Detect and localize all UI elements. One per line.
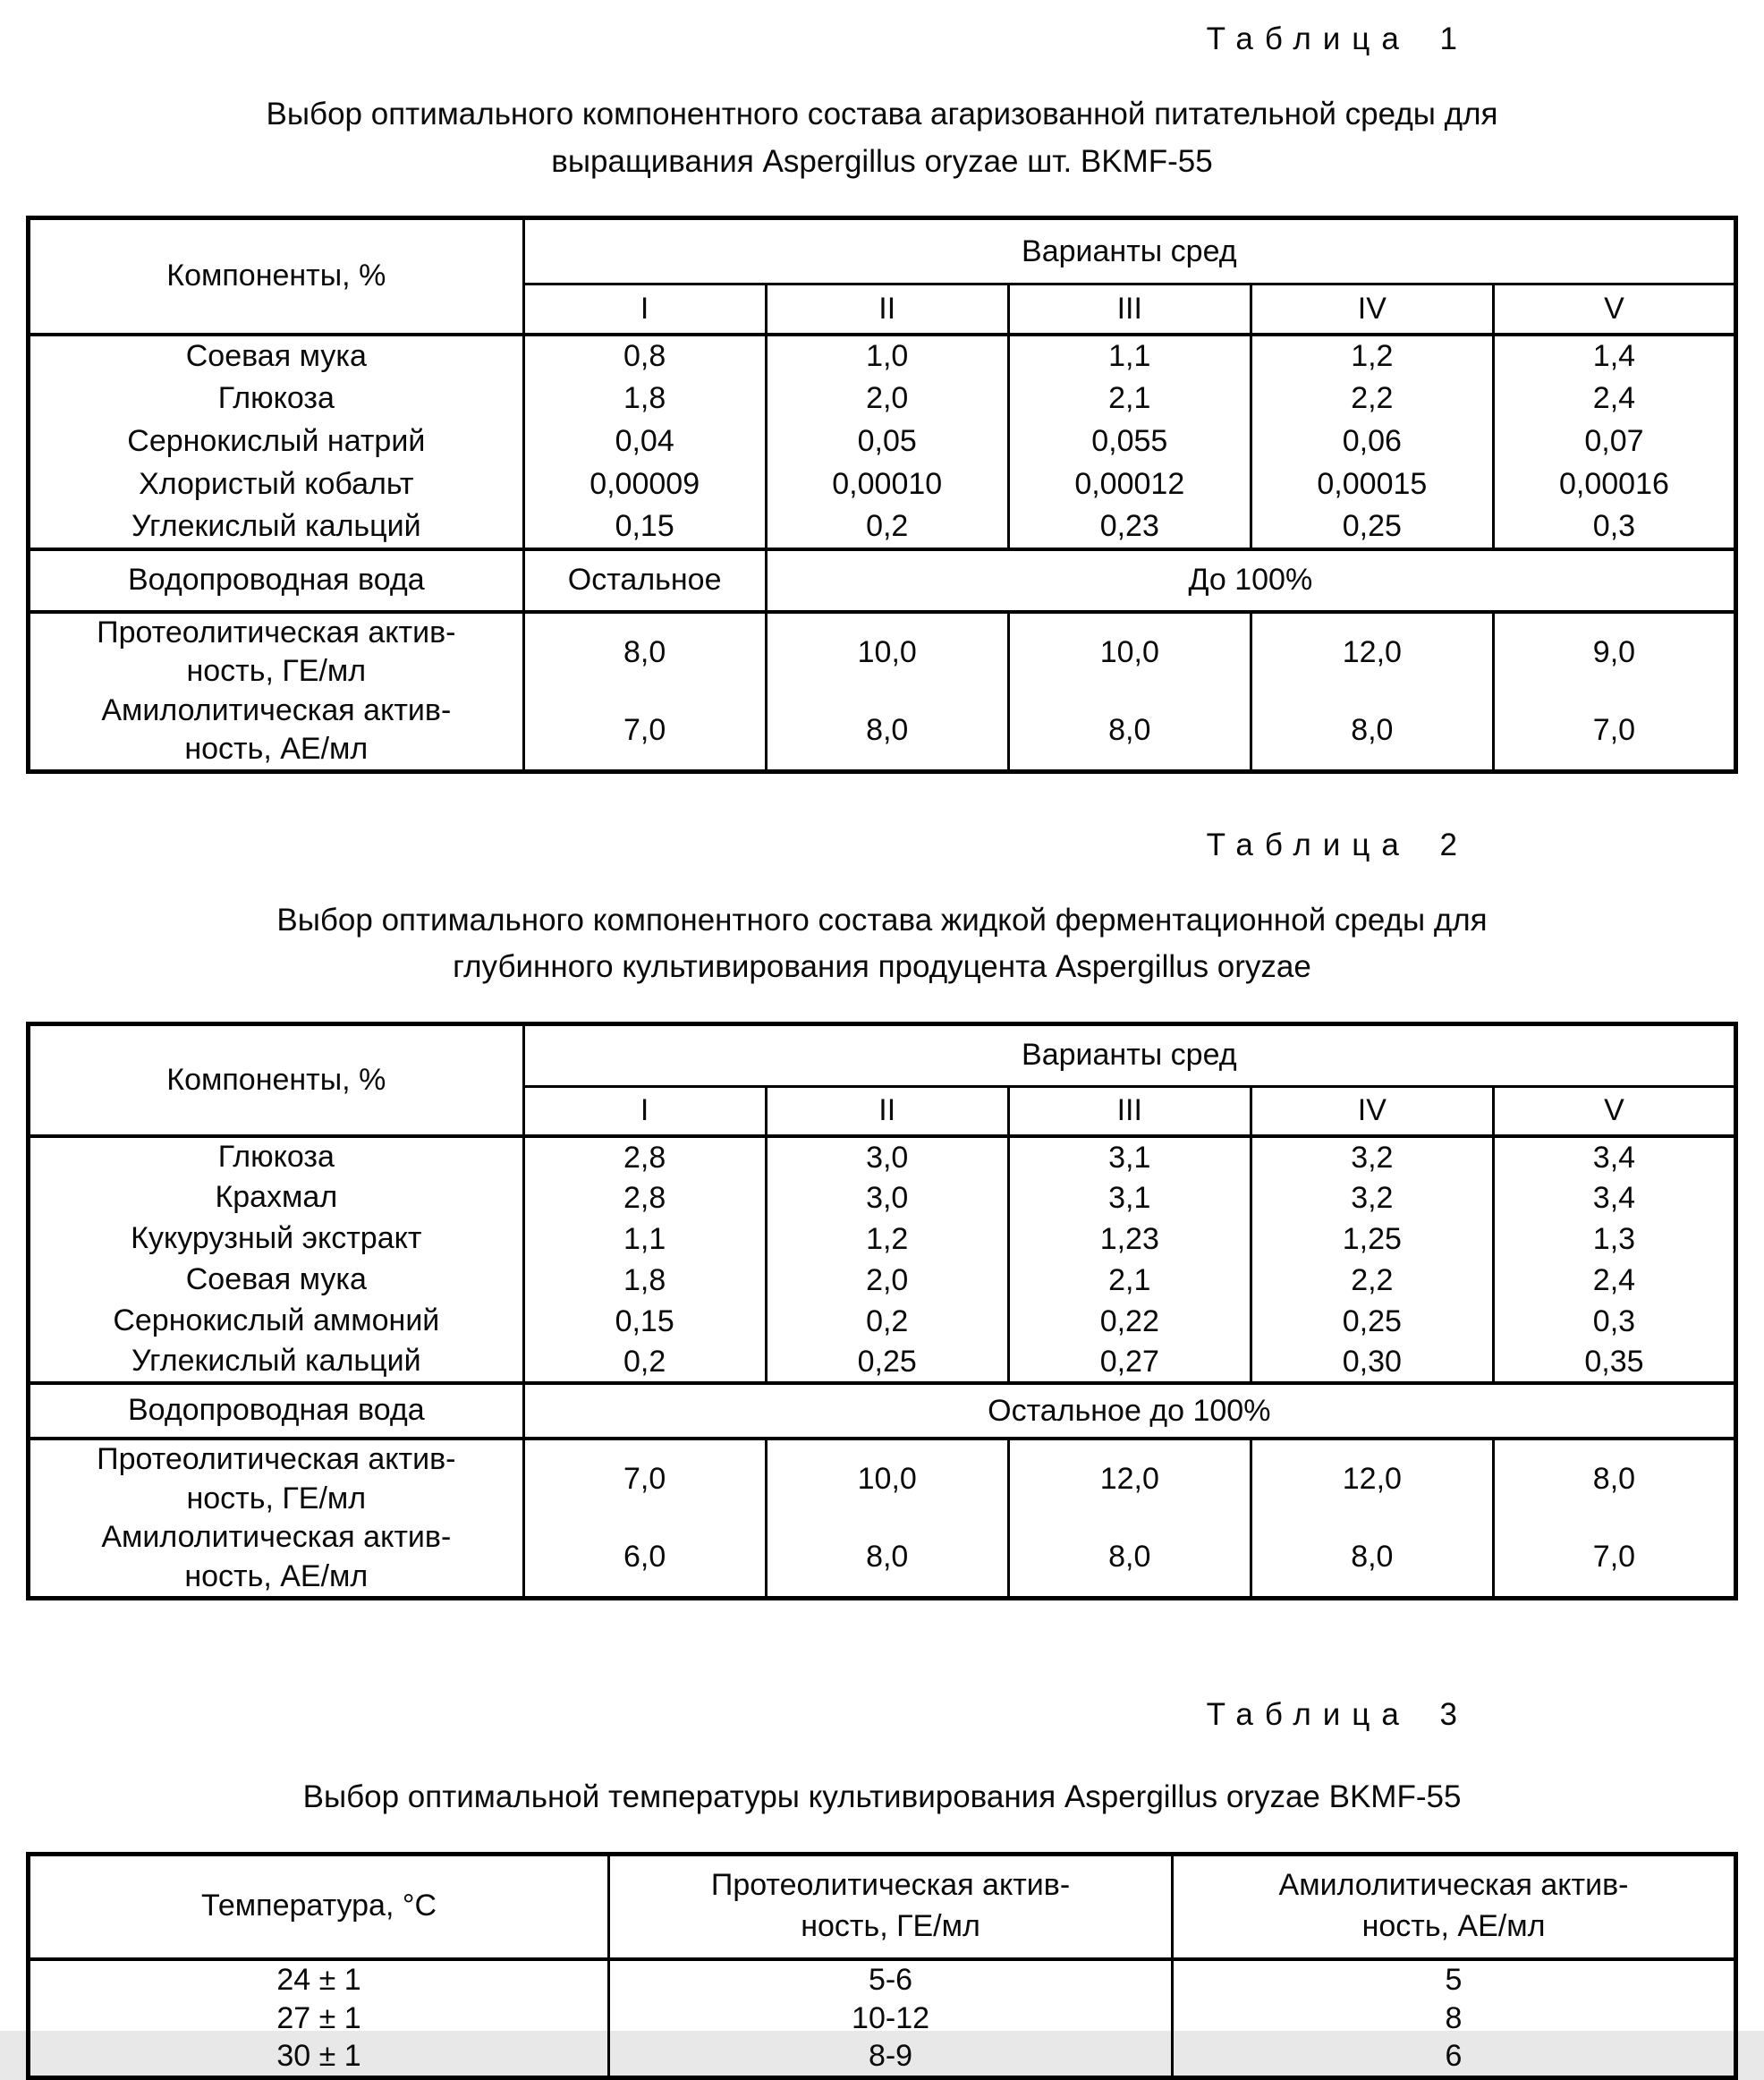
value-cell: 0,23 xyxy=(1008,506,1251,549)
value-cell: 0,25 xyxy=(1251,1301,1493,1342)
value-cell: 5-6 xyxy=(609,1959,1173,1999)
component-name: Крахмал xyxy=(29,1177,524,1218)
value-cell: 2,2 xyxy=(1251,378,1493,420)
table-2-label: Таблица 2 xyxy=(1206,827,1469,862)
table-row xyxy=(29,1136,1736,1177)
table-3-title: Выбор оптимальной температуры культивирования Aspergillus oryzae BKMF-55 xyxy=(302,1779,1462,1815)
value-cell: 3,4 xyxy=(1493,1136,1735,1177)
value-cell: 1,1 xyxy=(1008,335,1251,378)
table-row xyxy=(29,378,1736,420)
value-cell: 10,0 xyxy=(1008,612,1251,692)
value-cell: 2,4 xyxy=(1493,1260,1735,1301)
value-cell: 12,0 xyxy=(1251,1439,1493,1518)
value-cell: 1,1 xyxy=(523,1218,766,1260)
activity-name: Протеолитическая актив- ность, ГЕ/мл xyxy=(29,1439,524,1518)
value-cell: 8,0 xyxy=(523,612,766,692)
table-1-title: Выбор оптимального компонентного состава агаризованной питательной среды для выращивания Aspergillus oryzae шт. BKMF-55 xyxy=(266,97,1498,179)
value-cell: 1,4 xyxy=(1493,335,1735,378)
table-2-title: Выбор оптимального компонентного состава жидкой ферментационной среды для глубинного культивирования продуцента Aspergillus oryzae xyxy=(276,902,1488,985)
value-cell: 2,4 xyxy=(1493,378,1735,420)
component-name: Сернокислый аммоний xyxy=(29,1301,524,1342)
table-row xyxy=(29,1999,1736,2038)
component-name: Водопроводная вода xyxy=(29,1383,524,1439)
table-row xyxy=(29,1218,1736,1260)
value-cell: 3,2 xyxy=(1251,1136,1493,1177)
value-cell: 0,3 xyxy=(1493,506,1735,549)
variant-col-ii: II xyxy=(766,1086,1008,1136)
variant-col-i: I xyxy=(523,284,766,335)
water-upto-100-cell: До 100% xyxy=(766,549,1735,612)
value-cell: 2,1 xyxy=(1008,1260,1251,1301)
variant-col-iv: IV xyxy=(1251,1086,1493,1136)
value-cell: 0,055 xyxy=(1008,420,1251,463)
table-row xyxy=(29,420,1736,463)
table-3-label: Таблица 3 xyxy=(1206,1697,1469,1733)
value-cell: 3,2 xyxy=(1251,1177,1493,1218)
value-cell: 1,8 xyxy=(523,378,766,420)
value-cell: 0,15 xyxy=(523,1301,766,1342)
value-cell: 8,0 xyxy=(1251,692,1493,772)
value-cell: 6,0 xyxy=(523,1518,766,1599)
value-cell: 12,0 xyxy=(1251,612,1493,692)
value-cell: 7,0 xyxy=(1493,692,1735,772)
value-cell: 8,0 xyxy=(1008,1518,1251,1599)
value-cell: 7,0 xyxy=(523,1439,766,1518)
variant-col-i: I xyxy=(523,1086,766,1136)
value-cell: 0,04 xyxy=(523,420,766,463)
value-cell: 0,2 xyxy=(523,1342,766,1383)
value-cell: 2,2 xyxy=(1251,1260,1493,1301)
value-cell: 0,00012 xyxy=(1008,463,1251,506)
table-row xyxy=(29,463,1736,506)
component-name: Хлористый кобальт xyxy=(29,463,524,506)
table-3-header-row xyxy=(29,1854,1736,1959)
value-cell: 10,0 xyxy=(766,612,1008,692)
component-name: Глюкоза xyxy=(29,1136,524,1177)
value-cell: 1,0 xyxy=(766,335,1008,378)
table-row xyxy=(29,1260,1736,1301)
value-cell: 3,1 xyxy=(1008,1177,1251,1218)
component-name: Углекислый кальций xyxy=(29,1342,524,1383)
value-cell: 0,2 xyxy=(766,1301,1008,1342)
activity-row xyxy=(29,692,1736,772)
value-cell: 1,23 xyxy=(1008,1218,1251,1260)
activity-row xyxy=(29,1518,1736,1599)
variant-col-v: V xyxy=(1493,1086,1735,1136)
value-cell: 2,1 xyxy=(1008,378,1251,420)
variant-col-v: V xyxy=(1493,284,1735,335)
value-cell: 0,15 xyxy=(523,506,766,549)
value-cell: 3,0 xyxy=(766,1177,1008,1218)
value-cell: 0,25 xyxy=(766,1342,1008,1383)
temperature-cell: 30 ± 1 xyxy=(29,2038,609,2077)
value-cell: 8,0 xyxy=(1008,692,1251,772)
value-cell: 10-12 xyxy=(609,1999,1173,2038)
component-name: Глюкоза xyxy=(29,378,524,420)
temperature-cell: 27 ± 1 xyxy=(29,1999,609,2038)
value-cell: 2,0 xyxy=(766,378,1008,420)
value-cell: 10,0 xyxy=(766,1439,1008,1518)
value-cell: 1,2 xyxy=(766,1218,1008,1260)
component-name: Кукурузный экстракт xyxy=(29,1218,524,1260)
value-cell: 1,2 xyxy=(1251,335,1493,378)
value-cell: 6 xyxy=(1173,2038,1736,2077)
proteolytic-header: Протеолитическая актив- ность, ГЕ/мл xyxy=(609,1854,1173,1959)
table-3 xyxy=(26,1852,1738,2080)
table-row xyxy=(29,2038,1736,2077)
value-cell: 0,07 xyxy=(1493,420,1735,463)
component-name: Сернокислый натрий xyxy=(29,420,524,463)
table-row xyxy=(29,1959,1736,1999)
value-cell: 0,3 xyxy=(1493,1301,1735,1342)
value-cell: 2,8 xyxy=(523,1177,766,1218)
value-cell: 0,00016 xyxy=(1493,463,1735,506)
component-name: Соевая мука xyxy=(29,1260,524,1301)
value-cell: 0,22 xyxy=(1008,1301,1251,1342)
value-cell: 0,8 xyxy=(523,335,766,378)
value-cell: 0,27 xyxy=(1008,1342,1251,1383)
table-row xyxy=(29,1301,1736,1342)
value-cell: 0,30 xyxy=(1251,1342,1493,1383)
value-cell: 3,4 xyxy=(1493,1177,1735,1218)
activity-name: Амилолитическая актив- ность, АЕ/мл xyxy=(29,692,524,772)
water-row xyxy=(29,1383,1736,1439)
value-cell: 1,8 xyxy=(523,1260,766,1301)
variants-header: Варианты сред xyxy=(523,1023,1735,1086)
variant-col-iii: III xyxy=(1008,1086,1251,1136)
table-row xyxy=(29,1342,1736,1383)
table-row xyxy=(29,1177,1736,1218)
value-cell: 0,00015 xyxy=(1251,463,1493,506)
value-cell: 0,00010 xyxy=(766,463,1008,506)
value-cell: 3,0 xyxy=(766,1136,1008,1177)
variants-header: Варианты сред xyxy=(523,218,1735,284)
value-cell: 8,0 xyxy=(1251,1518,1493,1599)
value-cell: 5 xyxy=(1173,1959,1736,1999)
variant-col-iii: III xyxy=(1008,284,1251,335)
value-cell: 2,0 xyxy=(766,1260,1008,1301)
value-cell: 0,35 xyxy=(1493,1342,1735,1383)
activity-name: Протеолитическая актив- ность, ГЕ/мл xyxy=(29,612,524,692)
amylolytic-header: Амилолитическая актив- ность, АЕ/мл xyxy=(1173,1854,1736,1959)
value-cell: 3,1 xyxy=(1008,1136,1251,1177)
components-header: Компоненты, % xyxy=(29,218,524,335)
value-cell: 8-9 xyxy=(609,2038,1173,2077)
value-cell: 0,25 xyxy=(1251,506,1493,549)
water-row xyxy=(29,549,1736,612)
value-cell: 8 xyxy=(1173,1999,1736,2038)
component-name: Водопроводная вода xyxy=(29,549,524,612)
component-name: Углекислый кальций xyxy=(29,506,524,549)
value-cell: 12,0 xyxy=(1008,1439,1251,1518)
table-row xyxy=(29,506,1736,549)
value-cell: 7,0 xyxy=(523,692,766,772)
activity-row xyxy=(29,1439,1736,1518)
value-cell: 7,0 xyxy=(1493,1518,1735,1599)
variant-col-ii: II xyxy=(766,284,1008,335)
value-cell: 8,0 xyxy=(766,1518,1008,1599)
table-2-header-row xyxy=(29,1023,1736,1086)
value-cell: 8,0 xyxy=(766,692,1008,772)
value-cell: 8,0 xyxy=(1493,1439,1735,1518)
value-cell: 2,8 xyxy=(523,1136,766,1177)
table-1-label: Таблица 1 xyxy=(1206,21,1469,56)
value-cell: 0,2 xyxy=(766,506,1008,549)
value-cell: 0,00009 xyxy=(523,463,766,506)
value-cell: 1,3 xyxy=(1493,1218,1735,1260)
water-upto-100-cell: Остальное до 100% xyxy=(523,1383,1735,1439)
table-1-header-row xyxy=(29,218,1736,284)
table-1 xyxy=(26,216,1738,774)
activity-row xyxy=(29,612,1736,692)
value-cell: 0,05 xyxy=(766,420,1008,463)
value-cell: 0,06 xyxy=(1251,420,1493,463)
table-2 xyxy=(26,1022,1738,1601)
value-cell: 1,25 xyxy=(1251,1218,1493,1260)
table-row xyxy=(29,335,1736,378)
variant-col-iv: IV xyxy=(1251,284,1493,335)
activity-name: Амилолитическая актив- ность, АЕ/мл xyxy=(29,1518,524,1599)
temperature-cell: 24 ± 1 xyxy=(29,1959,609,1999)
components-header: Компоненты, % xyxy=(29,1023,524,1136)
temperature-header: Температура, °С xyxy=(29,1854,609,1959)
component-name: Соевая мука xyxy=(29,335,524,378)
value-cell: 9,0 xyxy=(1493,612,1735,692)
water-remainder-cell: Остальное xyxy=(523,549,766,612)
